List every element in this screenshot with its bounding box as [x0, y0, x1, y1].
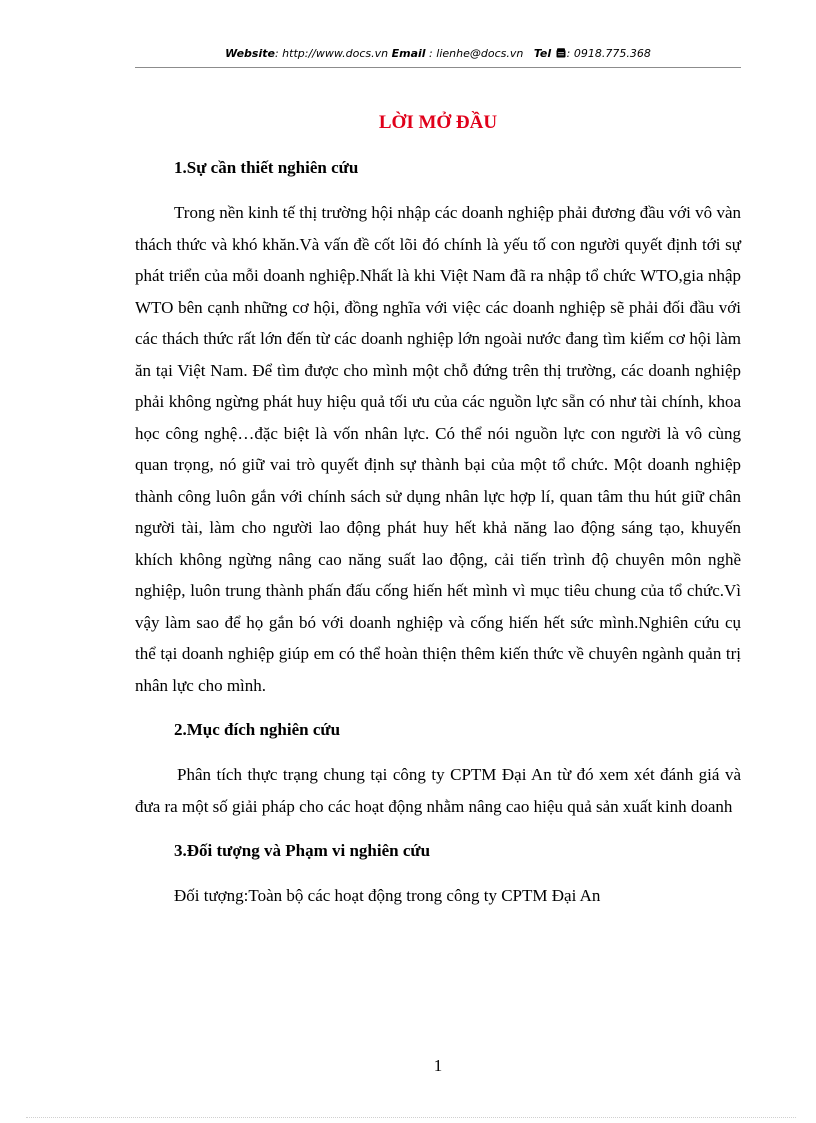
section-paragraph-3: Đối tượng:Toàn bộ các hoạt động trong công ty CPTM Đại An	[174, 886, 601, 905]
page-number: 1	[433, 1056, 443, 1075]
section-paragraph-1: Trong nền kinh tế thị trường hội nhập các doanh nghiệp phải đương đầu với vô vàn thách thức và khó khăn.Và vấn đề cốt lõi đó chính là yếu tố con người quyết định tới sự phát triển của mỗi doanh nghiệp.Nhất là khi Việt Nam đã ra nhập tổ chức WTO,gia nhập WTO bên cạnh những cơ hội, đồng nghĩa với việc các doanh nghiệp sẽ phải đối đầu với các thách thức rất lớn đến từ các doanh nghiệp lớn ngoài nước đang tìm kiếm cơ hội làm ăn tại Việt Nam. Để tìm được cho mình một chỗ đứng trên thị trường, các doanh nghiệp phải không ngừng phát huy hiệu quả tối ưu của các nguồn lực sẵn có như tài chính, khoa học công nghệ…đặc biệt là vốn nhân lực. Có thể nói nguồn lực con người là vô cùng quan trọng, nó giữ vai trò quyết định sự thành bại của một tổ chức. Một doanh nghiệp thành công luôn gắn với chính sách sử dụng nhân lực hợp lí, quan tâm thu hút giữ chân người tài, làm cho người lao động phát huy hết khả năng lao động sáng tạo, khuyến khích không ngừng nâng cao năng suất lao động, cải tiến trình độ chuyên môn nghề nghiệp, luôn trung thành phấn đấu cống hiến hết mình vì mục tiêu chung của tổ chức.Vì vậy làm sao để họ gắn bó với doanh nghiệp và cống hiến hết sức mình.Nghiên cứu cụ thể tại doanh nghiệp giúp em có thể hoàn thiện thêm kiến thức về chuyên ngành quản trị nhân lực cho mình.	[135, 203, 741, 695]
website-label: Website	[225, 47, 275, 60]
email-label: Email	[391, 47, 426, 60]
section-paragraph-2: Phân tích thực trạng chung tại công ty CPTM Đại An từ đó xem xét đánh giá và đưa ra một số giải pháp cho các hoạt động nhằm nâng cao hiệu quả sản xuất kinh doanh	[135, 765, 741, 816]
document-title: LỜI MỞ ĐẦU	[378, 112, 498, 133]
phone-icon	[556, 48, 566, 58]
page-bottom-edge	[26, 1117, 796, 1118]
section-heading-2: 2.Mục đích nghiên cứu	[174, 720, 341, 739]
page-header	[135, 47, 741, 65]
section-heading-3: 3.Đối tượng và Phạm vi nghiên cứu	[174, 841, 431, 860]
tel-label: Tel	[533, 47, 552, 60]
website-value: : http://www.docs.vn	[274, 47, 389, 60]
section-heading-1: 1.Sự cần thiết nghiên cứu	[174, 158, 359, 177]
header-divider	[135, 67, 741, 68]
email-value: : lienhe@docs.vn	[425, 47, 524, 60]
tel-value: : 0918.775.368	[566, 47, 651, 60]
document-body	[135, 152, 741, 912]
